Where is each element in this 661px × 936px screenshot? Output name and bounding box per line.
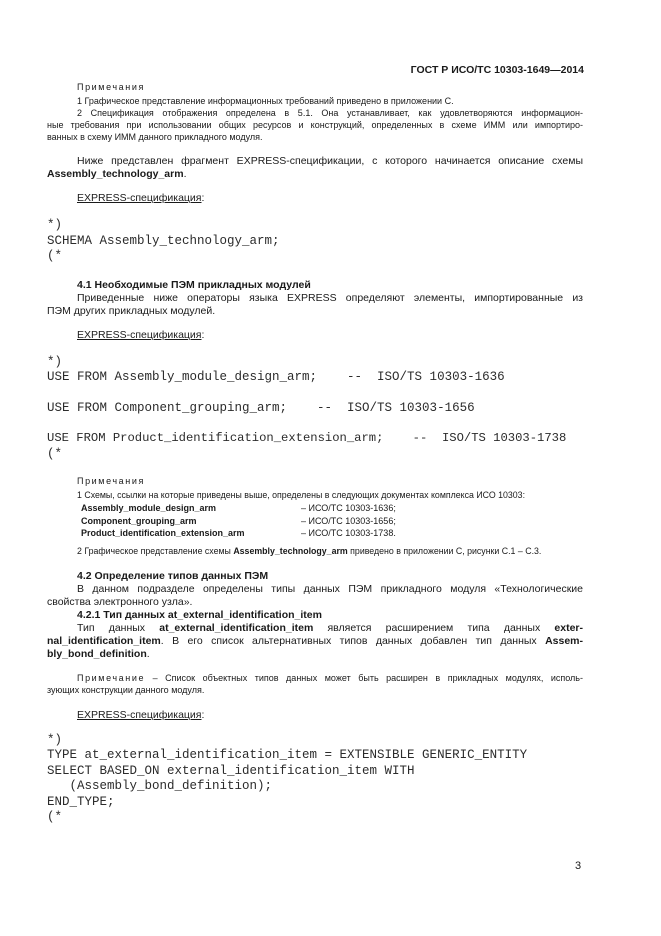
note-single-line-2: зующих конструкции данного модуля. xyxy=(47,685,205,695)
type-name: at_external_identification_item xyxy=(159,622,314,634)
section-4-2-1-title: 4.2.1 Тип данных at_external_identification_item xyxy=(77,609,322,621)
type-name: bly_bond_definition xyxy=(47,648,147,660)
text: . В его список альтернативных типов данных добавлен тип данных xyxy=(160,635,546,647)
code-end-type: END_TYPE; xyxy=(47,795,115,809)
note-2-line-3: ванных в схему ИММ данного прикладного модуля. xyxy=(47,132,263,142)
code-with: (Assembly_bond_definition); xyxy=(47,779,273,793)
type-name: nal_identification_item xyxy=(47,635,161,647)
express-label-text: EXPRESS-спецификация xyxy=(77,329,202,341)
schema-reference: – ИСО/ТС 10303-1738. xyxy=(301,528,396,538)
code-type: TYPE at_external_identification_item = EXTENSIBLE GENERIC_ENTITY xyxy=(47,748,528,762)
note-2-line-1: 2 Спецификация отображения определена в 5.1. Она устанавливает, как удовлетворяются информацион- xyxy=(77,108,583,118)
section-4-2-title: 4.2 Определение типов данных ПЭМ xyxy=(77,570,269,582)
code-schema: SCHEMA Assembly_technology_arm; xyxy=(47,234,280,248)
text: Тип данных xyxy=(77,622,160,634)
section-4-2-1-line-1 xyxy=(77,622,583,636)
document-header: ГОСТ Р ИСО/ТС 10303-1649—2014 xyxy=(410,64,584,76)
express-label-colon: : xyxy=(201,192,205,204)
note-title: Примечание xyxy=(77,673,146,683)
code-select: SELECT BASED_ON external_identification_item WITH xyxy=(47,764,415,778)
code-use-1: USE FROM Assembly_module_design_arm; -- ISO/TS 10303-1636 xyxy=(47,370,505,384)
notes-title: Примечания xyxy=(77,82,145,92)
schema-name: Product_identification_extension_arm xyxy=(81,528,245,538)
schema-name: Component_grouping_arm xyxy=(81,515,197,526)
express-label-colon: : xyxy=(201,709,205,721)
code-open: *) xyxy=(47,733,63,747)
express-label xyxy=(77,329,204,343)
schema-name: Assembly_technology_arm xyxy=(47,168,184,180)
type-name: Assem- xyxy=(545,635,583,647)
section-4-1-title: 4.1 Необходимые ПЭМ прикладных модулей xyxy=(77,279,311,291)
express-label-text: EXPRESS-спецификация xyxy=(77,709,202,721)
note-2-line-2: ные требования при использовании общих ресурсов и конструкций, определенных в схеме ИММ или импортиро- xyxy=(47,120,583,130)
note-2-text-a: 2 Графическое представление схемы xyxy=(77,546,234,556)
schema-reference: – ИСО/ТС 10303-1656; xyxy=(301,515,396,526)
code-close: (* xyxy=(47,249,63,263)
schema-name: Assembly_module_design_arm xyxy=(81,503,217,513)
text: является расширением типа данных xyxy=(313,622,555,634)
intro-line-1: Ниже представлен фрагмент EXPRESS-спецификации, с которого начинается описание схемы xyxy=(77,155,583,167)
section-4-1-para-line-1: Приведенные ниже операторы языка EXPRESS определяют элементы, импортированные из xyxy=(77,292,583,304)
intro-period: . xyxy=(183,168,187,180)
section-4-2-1-line-3 xyxy=(47,648,150,662)
note-1: 1 Графическое представление информационных требований приведено в приложении С. xyxy=(77,96,454,106)
intro-line-2 xyxy=(47,168,186,182)
type-name: exter- xyxy=(554,622,583,634)
note-text: – Список объектных типов данных может быть расширен в прикладных модулях, исполь- xyxy=(145,673,583,683)
notes-title: Примечания xyxy=(77,476,145,486)
code-close: (* xyxy=(47,447,63,461)
section-4-2-para-line-1: В данном подразделе определены типы данных ПЭМ прикладного модуля «Технологические xyxy=(77,583,583,595)
code-use-2: USE FROM Component_grouping_arm; -- ISO/TS 10303-1656 xyxy=(47,401,475,415)
note-single xyxy=(77,672,583,684)
text: . xyxy=(146,648,150,660)
page-number: 3 xyxy=(575,860,582,872)
express-label-colon: : xyxy=(201,329,205,341)
code-close: (* xyxy=(47,810,63,824)
note-2-text-b: приведено в приложении С, рисунки С.1 – С.3. xyxy=(347,546,542,556)
code-open: *) xyxy=(47,355,63,369)
code-use-3: USE FROM Product_identification_extension_arm; -- ISO/TS 10303-1738 xyxy=(47,431,567,445)
express-label xyxy=(77,709,204,723)
section-4-2-1-line-2 xyxy=(47,635,583,649)
note-2 xyxy=(77,545,541,557)
code-open: *) xyxy=(47,218,63,232)
section-4-2-para-line-2: свойства электронного узла». xyxy=(47,596,193,608)
schema-reference: – ИСО/ТС 10303-1636; xyxy=(301,503,396,513)
schema-name: Assembly_technology_arm xyxy=(233,546,348,556)
note-1: 1 Схемы, ссылки на которые приведены выше, определены в следующих документах комплекса ИСО 10303: xyxy=(77,490,526,500)
express-label-text: EXPRESS-спецификация xyxy=(77,192,202,204)
section-4-1-para-line-2: ПЭМ других прикладных модулей. xyxy=(47,305,216,317)
express-label xyxy=(77,192,204,206)
